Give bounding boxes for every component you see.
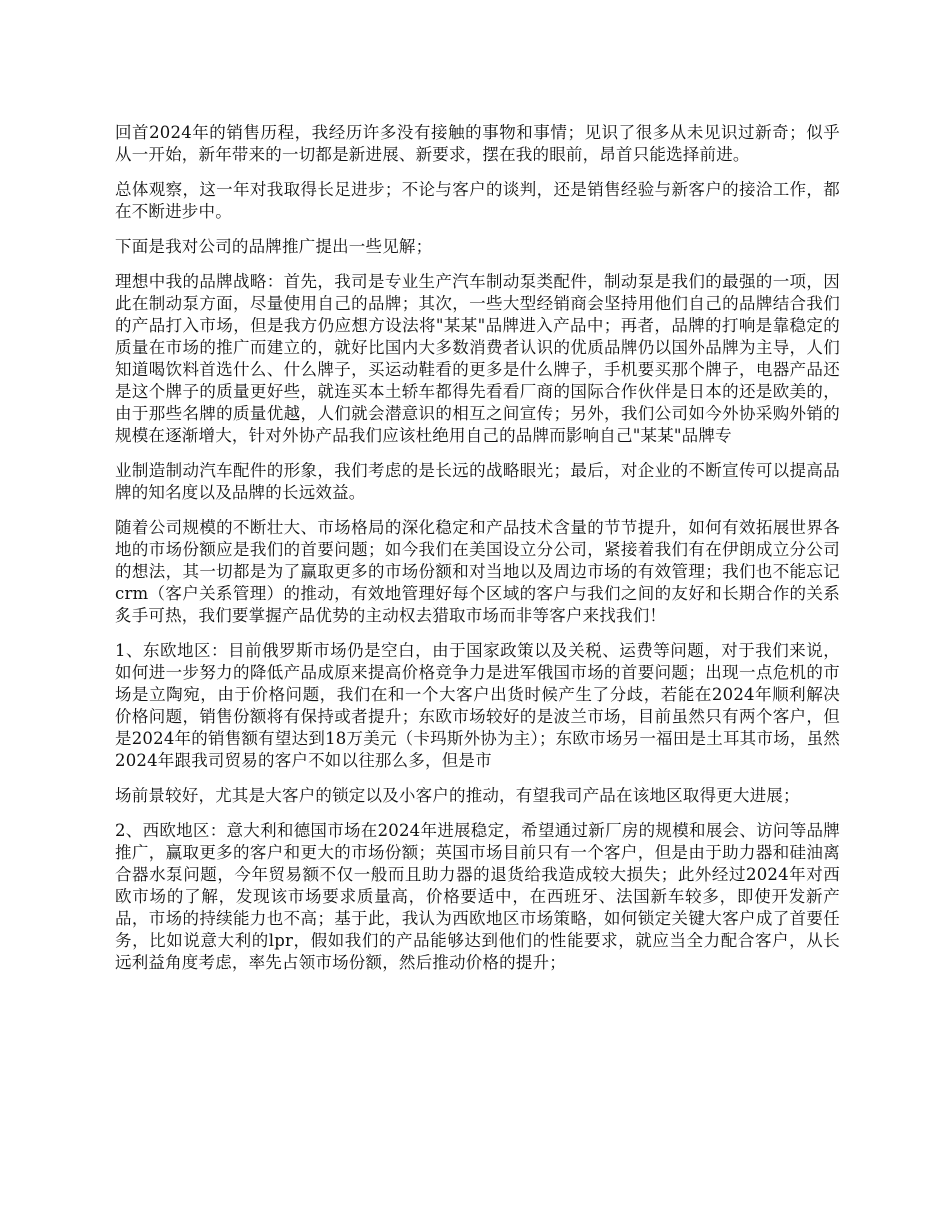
paragraph-eastern-europe-cont: 场前景较好，尤其是大客户的锁定以及小客户的推动，有望我司产品在该地区取得更大进展；: [115, 786, 800, 805]
paragraph-market-expansion: 随着公司规模的不断壮大、市场格局的深化稳定和产品技术含量的节节提升，如何有效拓展世界各地的市场份额应是我们的首要问题；如今我们在美国设立分公司，紧接着我们有在伊朗成立分公司的想法，其一切都是为了赢取更多的市场份额和对当地以及周边市场的有效管理；我们也不能忘记crm（客户关系管理）的推动，有效地管理好每个区域的客户与我们之间的友好和长期合作的关系炙手可热，我们要掌握产品优势的主动权去猎取市场而非等客户来找我们！: [115, 518, 840, 625]
paragraph-eastern-europe: 1、东欧地区：目前俄罗斯市场仍是空白，由于国家政策以及关税、运费等问题，对于我们来说，如何进一步努力的降低产品成原来提高价格竞争力是进军俄国市场的首要问题；出现一点危机的市场是立陶宛，由于价格问题，我们在和一个大客户出货时候产生了分歧，若能在2024年顺利解决价格问题，销售份额将有保持或者提升；东欧市场较好的是波兰市场，目前虽然只有两个客户，但是2024年的销售额有望达到18万美元（卡玛斯外协为主）；东欧市场另一福田是土耳其市场，虽然2024年跟我司贸易的客户不如以往那么多，但是市: [115, 641, 840, 770]
paragraph-brand-heading: 下面是我对公司的品牌推广提出一些见解；: [115, 237, 433, 256]
paragraph-overview: 总体观察，这一年对我取得长足进步；不论与客户的谈判，还是销售经验与新客户的接洽工作，都在不断进步中。: [115, 180, 840, 221]
paragraph-brand-strategy: 理想中我的品牌战略：首先，我司是专业生产汽车制动泵类配件，制动泵是我们的最强的一项，因此在制动泵方面，尽量使用自己的品牌；其次，一些大型经销商会坚持用他们自己的品牌结合我们的产品打入市场，但是我方仍应想方设法将"某某"品牌进入产品中；再者，品牌的打响是靠稳定的质量在市场的推广而建立的，就好比国内大多数消费者认识的优质品牌仍以国外品牌为主导，人们知道喝饮料首选什么、什么牌子，买运动鞋看的更多是什么牌子，手机要买那个牌子，电器产品还是这个牌子的质量更好些，就连买本土轿车都得先看看厂商的国际合作伙伴是日本的还是欧美的，由于那些名牌的质量优越，人们就会潜意识的相互之间宣传；另外，我们公司如今外协采购外销的规模在逐渐增大，针对外协产品我们应该杜绝用自己的品牌而影响自己"某某"品牌专: [115, 272, 840, 445]
paragraph-intro: 回首2024年的销售历程，我经历许多没有接触的事物和事情；见识了很多从未见识过新奇；似乎从一开始，新年带来的一切都是新进展、新要求，摆在我的眼前，昂首只能选择前进。: [115, 123, 840, 164]
paragraph-brand-strategy-cont: 业制造制动汽车配件的形象，我们考虑的是长远的战略眼光；最后，对企业的不断宣传可以提高品牌的知名度以及品牌的长远效益。: [115, 461, 840, 502]
paragraph-western-europe: 2、西欧地区：意大利和德国市场在2024年进展稳定，希望通过新厂房的规模和展会、访问等品牌推广，赢取更多的客户和更大的市场份额；英国市场目前只有一个客户，但是由于助力器和硅油离合器水泵问题，今年贸易额不仅一般而且助力器的退货给我造成较大损失；此外经过2024年对西欧市场的了解，发现该市场要求质量高，价格要适中，在西班牙、法国新车较多，即使开发新产品，市场的持续能力也不高；基于此，我认为西欧地区市场策略，如何锁定关键大客户成了首要任务，比如说意大利的lpr，假如我们的产品能够达到他们的性能要求，就应当全力配合客户，从长远利益角度考虑，率先占领市场份额，然后推动价格的提升；: [115, 821, 840, 972]
document-body: [115, 122, 840, 987]
